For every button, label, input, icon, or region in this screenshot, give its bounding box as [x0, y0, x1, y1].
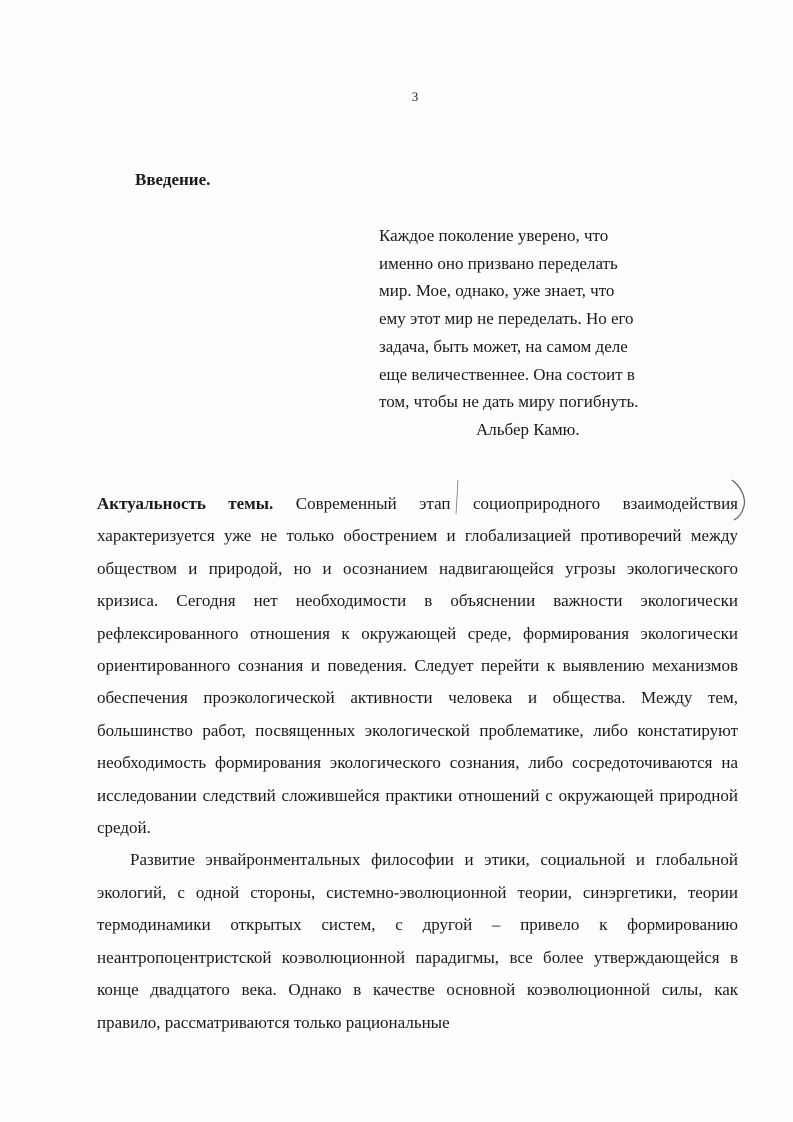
paragraph-development — [97, 844, 738, 1038]
paragraph-text: Развитие энвайронментальных философии и этики, социальной и глобальной экологий, с одной стороны, системно-эволюционной теории, синэргетики, теории термодинамики открытых систем, с другой – привело к формированию неантропоцентристской коэволюционной парадигмы, все более утверждающейся в конце двадцатого века. Однако в качестве основной коэволюционной силы, как правило, рассматриваются только рациональные — [97, 850, 738, 1032]
epigraph-line: мир. Мое, однако, уже знает, что — [379, 281, 615, 301]
paragraph-text: Современный этап социоприродного взаимодействия характеризуется уже не только обострением и глобализацией противоречий между обществом и природой, но и осознанием надвигающейся угрозы экологического кризиса. Сегодня нет необходимости в объяснении важности экологически рефлексированного отношения к окружающей среде, формирования экологически ориентированного сознания и поведения. Следует перейти к выявлению механизмов обеспечения проэкологической активности человека и общества. Между тем, большинство работ, посвященных экологической проблематике, либо констатируют необходимость формирования экологического сознания, либо сосредоточиваются на исследовании следствий сложившейся практики отношений с окружающей природной средой. — [97, 494, 738, 838]
epigraph-line: ему этот мир не переделать. Но его — [379, 309, 634, 329]
epigraph-author: Альбер Камю. — [476, 419, 580, 439]
pen-mark-bracket — [728, 476, 754, 524]
epigraph-line: Каждое поколение уверено, что — [379, 226, 609, 245]
epigraph-line: именно оно призвано переделать — [379, 253, 618, 273]
epigraph-line: еще величественнее. Она состоит в — [379, 364, 635, 384]
section-heading: Введение. — [135, 170, 211, 189]
epigraph-line: задача, быть может, на самом деле — [379, 336, 628, 356]
pen-mark-tick — [452, 478, 462, 518]
paragraph-relevance — [97, 488, 738, 844]
page-number: 3 — [411, 89, 419, 104]
epigraph — [379, 222, 679, 444]
epigraph-line: том, чтобы не дать миру погибнуть. — [379, 392, 639, 412]
body-text — [97, 488, 738, 1039]
paragraph-lead: Актуальность темы. — [97, 494, 274, 513]
